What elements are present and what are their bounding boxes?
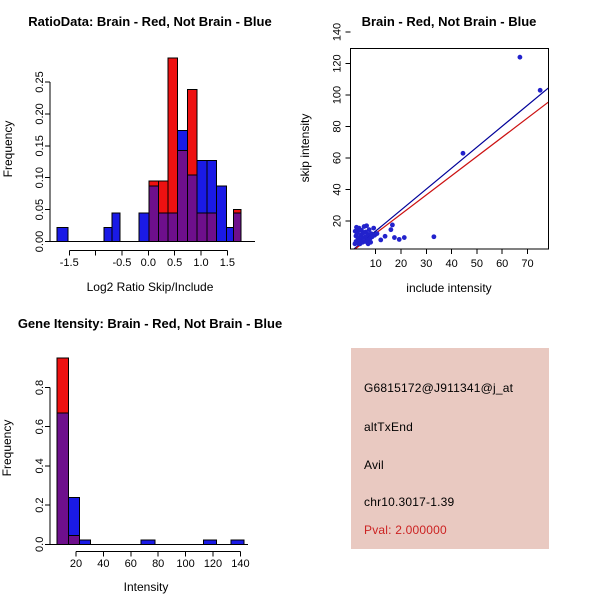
x-tick-label: 70 xyxy=(521,258,534,270)
x-tick-label: 0.0 xyxy=(140,257,156,269)
hist-bar xyxy=(112,213,120,242)
hist-bar xyxy=(158,181,167,213)
y-tick-label: 0.0 xyxy=(34,536,46,552)
x-tick-label: 30 xyxy=(420,258,433,270)
x-tick-label: 100 xyxy=(176,558,195,570)
x-tick-label: 0.5 xyxy=(167,257,183,269)
y-axis xyxy=(346,32,351,221)
scatter-point xyxy=(368,240,373,245)
gene-name-text: Avil xyxy=(364,458,384,472)
y-tick-label: 40 xyxy=(331,183,344,196)
x-tick-label: 50 xyxy=(470,258,484,270)
x-axis-label: Log2 Ratio Skip/Include xyxy=(86,280,214,294)
x-tick-label: -1.5 xyxy=(59,257,79,269)
hist-bar xyxy=(207,160,216,212)
y-axis-label: skip intensity xyxy=(298,113,312,183)
gene-intensity-histogram-panel xyxy=(0,316,282,594)
fit-line-not-brain-fit xyxy=(351,88,548,251)
y-tick-label: 0.25 xyxy=(34,71,46,93)
hist-bar xyxy=(149,181,158,186)
x-tick-label: 60 xyxy=(496,258,509,270)
scatter-point xyxy=(538,88,543,93)
probeset-id-text: G6815172@J911341@j_at xyxy=(364,381,514,395)
x-axis xyxy=(376,249,528,254)
y-tick-label: 0.05 xyxy=(34,198,46,221)
y-tick-label: 0.20 xyxy=(34,103,46,125)
chart-title: Gene Itensity: Brain - Red, Not Brain - Blue xyxy=(17,316,283,331)
scatter-point xyxy=(402,235,407,240)
y-axis-label: Frequency xyxy=(0,419,14,477)
scatter-point xyxy=(364,223,369,228)
hist-bar-overlap xyxy=(158,213,167,242)
hist-bar-overlap xyxy=(168,213,178,242)
hist-bar-overlap xyxy=(149,186,158,242)
scatter-point xyxy=(461,151,466,156)
hist-bar xyxy=(216,186,226,242)
x-tick-label: 40 xyxy=(445,258,458,270)
chart-title: Brain - Red, Not Brain - Blue xyxy=(361,14,537,29)
scatter-point xyxy=(388,227,393,232)
scatter-point xyxy=(383,234,388,239)
hist-bar xyxy=(231,540,244,544)
hist-bar xyxy=(68,497,79,535)
x-tick-label: 140 xyxy=(231,558,250,570)
y-tick-label: 0.2 xyxy=(34,497,46,513)
y-tick-label: 80 xyxy=(331,120,344,133)
x-tick-label: 120 xyxy=(203,558,223,570)
y-tick-label: 0.6 xyxy=(34,419,46,435)
scatter-point xyxy=(378,238,383,243)
x-tick-label: 80 xyxy=(152,558,165,570)
hist-bar xyxy=(139,213,149,242)
locus-text: chr10.3017-1.39 xyxy=(364,495,455,509)
hist-bar-overlap xyxy=(234,213,241,242)
scatter-points xyxy=(353,55,543,246)
hist-bar xyxy=(178,130,188,150)
hist-bar-overlap xyxy=(197,213,207,242)
hist-bar xyxy=(234,210,241,213)
x-tick-label: 60 xyxy=(124,558,137,570)
y-tick-label: 120 xyxy=(331,54,344,73)
x-tick-label: -0.5 xyxy=(112,257,132,269)
scatter-point xyxy=(431,234,436,239)
hist-bar-overlap xyxy=(178,150,188,241)
y-tick-label: 20 xyxy=(331,214,344,228)
hist-bar xyxy=(79,540,90,544)
hist-bar xyxy=(141,540,155,544)
x-axis xyxy=(76,552,240,557)
x-tick-label: 20 xyxy=(69,558,83,570)
hist-bar xyxy=(226,227,233,241)
x-tick-label: 1.0 xyxy=(193,257,209,269)
info-panel xyxy=(351,348,549,549)
hist-bar xyxy=(57,358,69,413)
histogram-bars xyxy=(47,358,248,544)
hist-bar-overlap xyxy=(57,413,69,544)
ratio-histogram-panel xyxy=(1,14,272,294)
y-tick-label: 0.15 xyxy=(34,135,46,157)
hist-bar xyxy=(168,58,178,213)
histogram-bars xyxy=(47,58,255,242)
scatter-point xyxy=(397,237,402,242)
x-axis xyxy=(69,251,227,256)
hist-bar xyxy=(203,540,216,544)
y-axis-label: Frequency xyxy=(1,120,15,178)
y-tick-label: 0.4 xyxy=(34,458,46,474)
pval-text: Pval: 2.000000 xyxy=(364,523,447,537)
event-type-text: altTxEnd xyxy=(364,420,413,434)
hist-bar xyxy=(187,90,197,175)
y-tick-label: 0.8 xyxy=(34,379,46,396)
x-axis-label: include intensity xyxy=(406,281,492,295)
x-tick-label: 1.5 xyxy=(219,257,235,269)
x-tick-label: 20 xyxy=(394,258,408,270)
intensity-scatter-panel xyxy=(298,14,549,295)
scatter-point xyxy=(375,231,380,236)
y-tick-label: 0.00 xyxy=(34,230,46,253)
hist-bar xyxy=(104,227,112,241)
scatter-point xyxy=(518,55,523,60)
fit-line-brain-fit xyxy=(351,102,548,252)
scatter-point xyxy=(392,235,397,240)
scatter-point xyxy=(353,229,358,234)
y-tick-label: 60 xyxy=(331,151,344,165)
scatter-point xyxy=(371,226,376,231)
hist-bar-overlap xyxy=(187,175,197,241)
x-axis-label: Intensity xyxy=(123,580,169,594)
chart-title: RatioData: Brain - Red, Not Brain - Blue xyxy=(28,14,272,29)
plot-box xyxy=(351,48,549,249)
x-tick-label: 40 xyxy=(97,558,110,570)
hist-bar xyxy=(197,160,207,212)
hist-bar xyxy=(57,227,68,241)
regression-lines xyxy=(351,88,548,252)
x-tick-label: 10 xyxy=(369,258,382,270)
hist-bar-overlap xyxy=(207,213,216,242)
scatter-point xyxy=(390,223,395,228)
y-tick-label: 0.10 xyxy=(34,166,46,189)
y-tick-label: 100 xyxy=(331,85,344,105)
hist-bar-overlap xyxy=(68,535,79,544)
y-tick-label: 140 xyxy=(331,22,344,42)
